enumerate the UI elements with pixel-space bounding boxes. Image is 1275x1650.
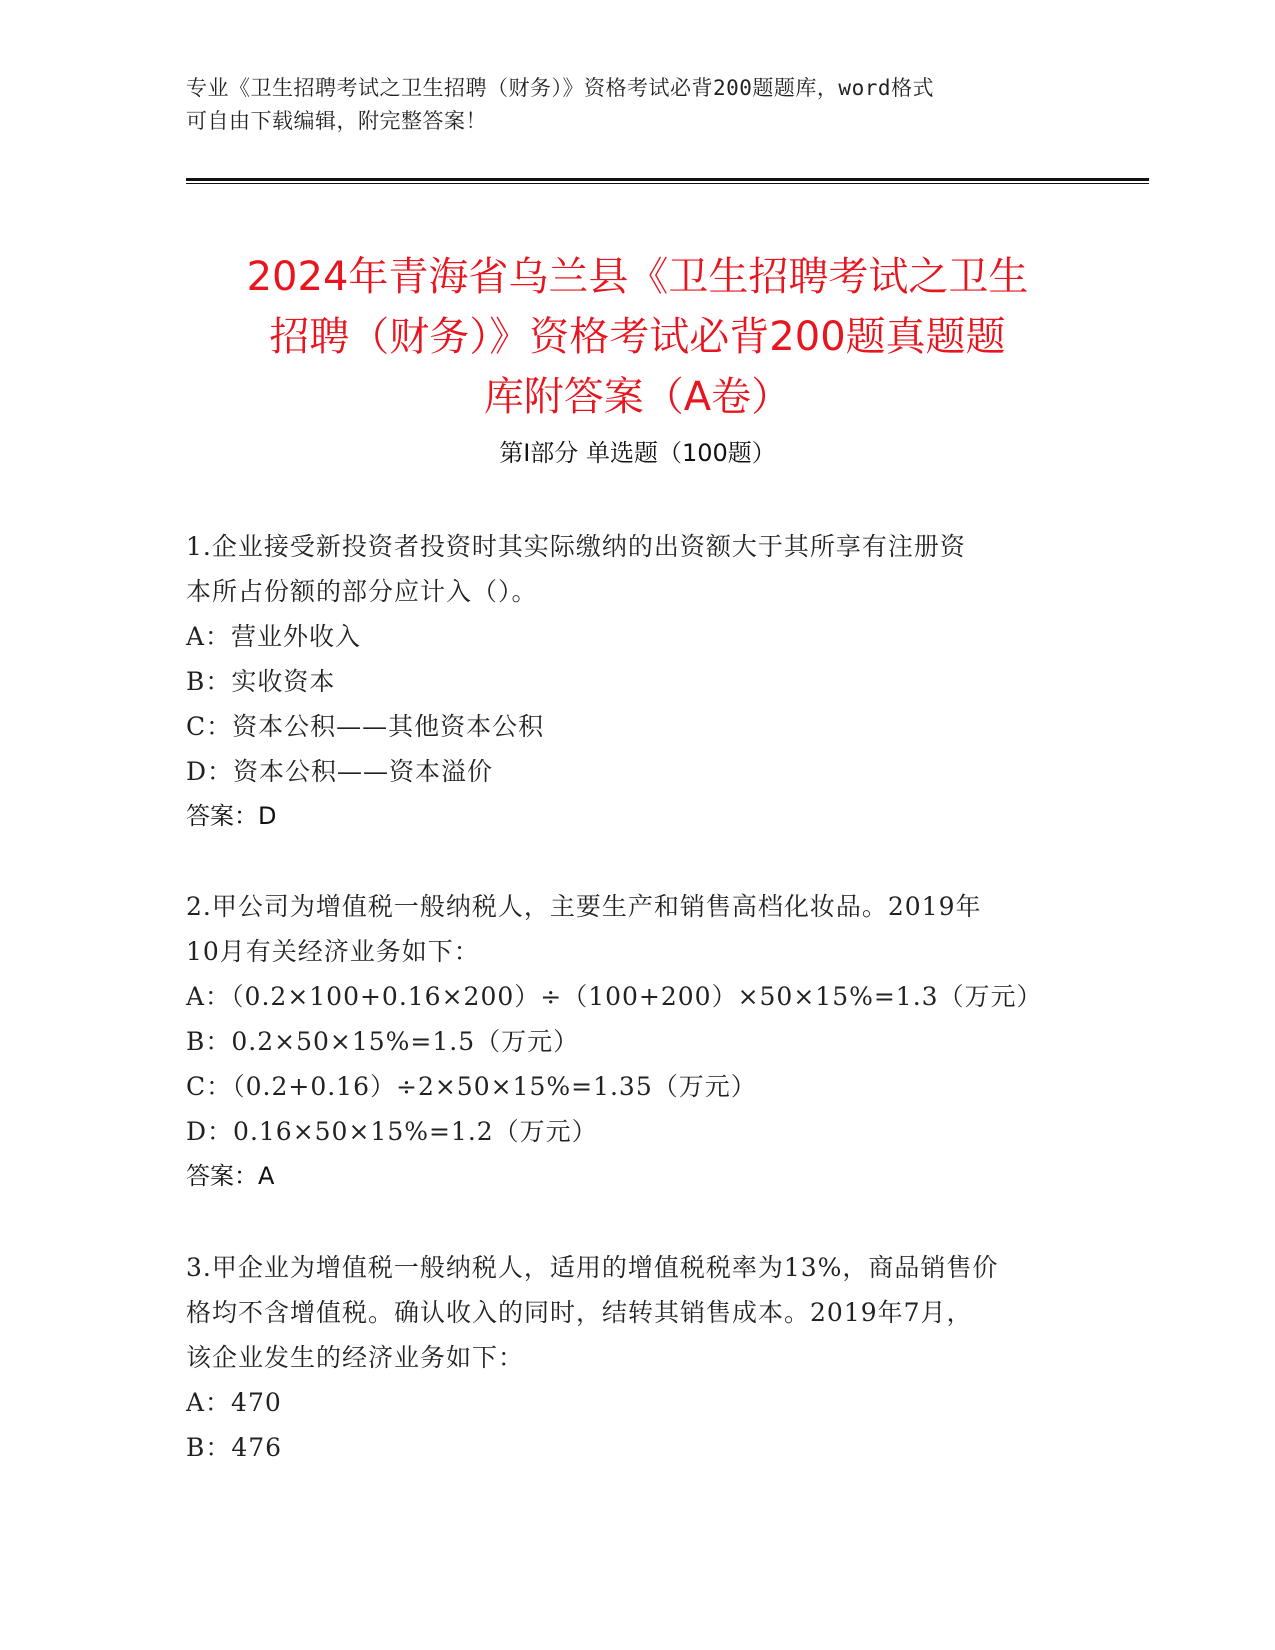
question-stem-line: 2.甲公司为增值税一般纳税人，主要生产和销售高档化妆品。2019年: [186, 892, 982, 921]
header-note-line: 专业《卫生招聘考试之卫生招聘（财务）》资格考试必背200题题库，word格式: [186, 76, 934, 100]
question-stem-line: 本所占份额的部分应计入（）。: [186, 577, 538, 606]
question-stem-line: 10月有关经济业务如下：: [186, 937, 480, 966]
question-stem-line: 该企业发生的经济业务如下：: [186, 1343, 525, 1372]
header-rule-thick: [186, 178, 1149, 181]
question-1: [186, 524, 1086, 839]
question-2: [186, 884, 1086, 1199]
option-c: C：资本公积——其他资本公积: [186, 712, 545, 741]
option-d: D：0.16×50×15%=1.2（万元）: [186, 1117, 598, 1146]
question-stem-line: 1.企业接受新投资者投资时其实际缴纳的出资额大于其所享有注册资: [186, 532, 966, 561]
answer-line: 答案：D: [186, 802, 277, 830]
title-line: 2024年青海省乌兰县《卫生招聘考试之卫生: [246, 253, 1029, 300]
document-title: [150, 247, 1125, 427]
title-line: 招聘（财务）》资格考试必背200题真题题: [269, 313, 1006, 360]
header-rule-thin: [186, 183, 1149, 184]
option-a: A：（0.2×100+0.16×200）÷（100+200）×50×15%=1.3（万元）: [186, 982, 1043, 1011]
question-3: [186, 1245, 1086, 1470]
option-d: D：资本公积——资本溢价: [186, 757, 494, 786]
option-c: C：（0.2+0.16）÷2×50×15%=1.35（万元）: [186, 1072, 757, 1101]
option-b: B：476: [186, 1433, 283, 1462]
header-note-line: 可自由下载编辑，附完整答案！: [186, 109, 487, 133]
option-a: A：470: [186, 1388, 282, 1417]
option-b: B：0.2×50×15%=1.5（万元）: [186, 1027, 580, 1056]
option-a: A：营业外收入: [186, 622, 362, 651]
question-stem-line: 格均不含增值税。确认收入的同时，结转其销售成本。2019年7月，: [186, 1298, 973, 1327]
question-stem-line: 3.甲企业为增值税一般纳税人，适用的增值税税率为13%，商品销售价: [186, 1253, 999, 1282]
title-line: 库附答案（A卷）: [483, 373, 792, 420]
section-heading: 第I部分 单选题（100题）: [499, 439, 776, 467]
answer-line: 答案：A: [186, 1162, 275, 1190]
option-b: B：实收资本: [186, 667, 336, 696]
header-note: [186, 72, 1086, 138]
